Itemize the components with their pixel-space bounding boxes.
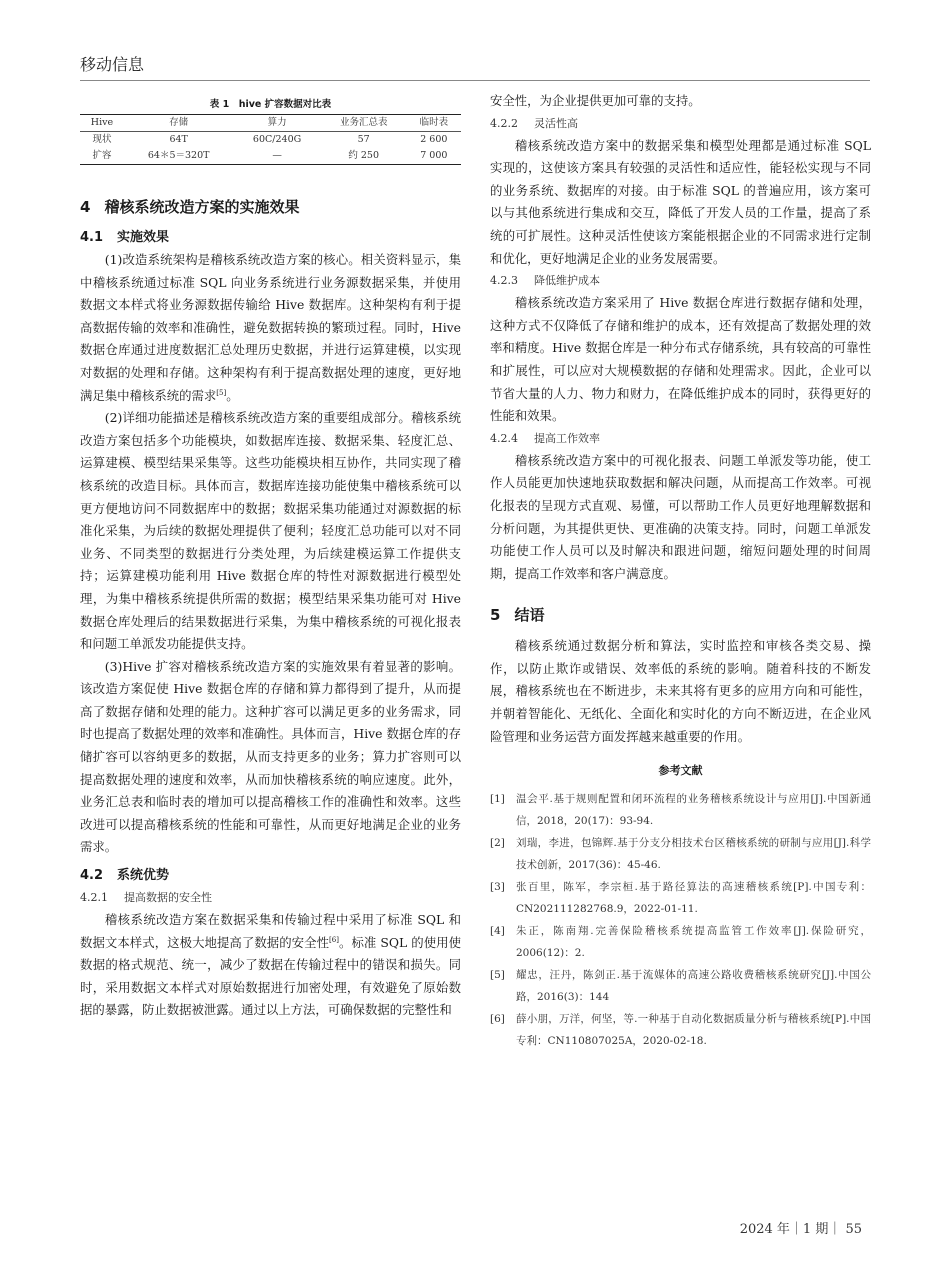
- paragraph: 稽核系统通过数据分析和算法，实时监控和审核各类交易、操作，以防止欺诈或错误、效率低的系统的影响。随着科技的不断发展，稽核系统也在不断进步，未来其将有更多的应用方向和可能性，并朝着智能化、无纸化、全面化和实时化的方向不断迈进，在企业风险管理和业务运营方面发挥越来越重要的作用。: [490, 638, 871, 744]
- reference-item: [490, 876, 871, 920]
- reference-item: [490, 1008, 871, 1052]
- subsection-number: 4.2: [80, 868, 104, 884]
- paragraph: [80, 249, 461, 407]
- paragraph: 稽核系统改造方案采用了 Hive 数据仓库进行数据存储和处理，这种方式不仅降低了存储和维护的成本，还有效提高了数据处理的效率和精度。Hive 数据仓库是一种分布式存储系统，具有较高的可靠性和扩展性，可以应对大规模数据的存储和处理需求。因此，企业可以节省大量的人力、物力和财力，在降低维护成本的同时，获得更好的性能和效果。: [490, 295, 871, 424]
- reference-text: 刘瑞，李进，包锦辉.基于分支分相技术台区稽核系统的研制与应用[J].科学技术创新，2017(36)：45-46.: [516, 837, 871, 872]
- table-caption: 表 1 hive 扩容数据对比表: [209, 99, 332, 110]
- table-header-cell: 算力: [267, 117, 287, 128]
- section-title: 稽核系统改造方案的实施效果: [104, 198, 300, 216]
- subsection-number: 4.1: [80, 230, 104, 245]
- table-cell: 57: [357, 134, 370, 145]
- table-cell: 64＊5＝320T: [147, 150, 210, 161]
- subsubsection-number: 4.2.4: [490, 431, 518, 445]
- paragraph-text: 稽核系统改造方案在数据采集和传输过程中采用了标准 SQL 和数据文本样式，这极大地提高了数据的安全性: [80, 912, 461, 950]
- paragraph-text: 。标准 SQL 的使用使数据的格式规范、统一，减少了数据在传输过程中的错误和损失。同时，采用数据文本样式对原始数据进行加密处理，有效避免了原始数据的暴露，防止数据被泄露。通过以上方法，可确保数据的完整性和: [80, 934, 461, 1018]
- subsubsection-heading-4-2-1: [80, 887, 461, 909]
- header-rule: [80, 80, 870, 81]
- reference-text: 温会平.基于规则配置和闭环流程的业务稽核系统设计与应用[J].中国新通信，2018，20(17)：93-94.: [516, 793, 871, 828]
- table-header-cell: 业务汇总表: [339, 117, 388, 128]
- journal-name: 移动信息: [80, 55, 145, 74]
- reference-number: [2]: [490, 837, 505, 850]
- paragraph: [80, 909, 461, 1022]
- table-cell: 现状: [92, 134, 112, 145]
- table-row: [80, 132, 461, 149]
- table-row: [80, 148, 461, 165]
- subsubsection-title: 降低维护成本: [534, 274, 600, 288]
- subsubsection-heading-4-2-2: [490, 113, 871, 135]
- subsubsection-title: 提高工作效率: [534, 431, 600, 445]
- table-cell: —: [272, 150, 282, 161]
- subsubsection-heading-4-2-3: [490, 270, 871, 292]
- section-number: 5: [490, 606, 501, 625]
- reference-text: 薛小朋，万洋，何坚，等.一种基于自动化数据质量分析与稽核系统[P].中国专利：CN110807025A，2020-02-18.: [516, 1013, 871, 1048]
- references-title: 参考文献: [658, 764, 703, 778]
- paragraph: 稽核系统改造方案中的数据采集和模型处理都是通过标准 SQL 实现的，这使该方案具有较强的灵活性和适应性，能轻松实现与不同的业务系统、数据库的对接。由于标准 SQL 的普遍应用，该方案可以与其他系统进行集成和交互，降低了开发人员的工作量，提高了系统的可扩展性。这种灵活性使该方案能根据企业的不同需求进行定制和优化，更好地满足企业的业务发展需要。: [490, 137, 871, 266]
- section-number: 4: [80, 198, 91, 216]
- subsubsection-heading-4-2-4: [490, 428, 871, 450]
- subsection-title: 系统优势: [117, 868, 170, 884]
- page-footer: 2024 年｜1 期｜ 55: [739, 1222, 862, 1237]
- subsubsection-title: 灵活性高: [534, 116, 578, 130]
- reference-item: [490, 920, 871, 964]
- paragraph: (3)Hive 扩容对稽核系统改造方案的实施效果有着显著的影响。该改造方案促使 Hive 数据仓库的存储和算力都得到了提升，从而提高了数据存储和处理的能力。这种扩容可以满足更多的业务需求，同时也提高了数据处理的效率和准确性。具体而言，Hive 数据仓库的存储扩容可以容纳更多的数据，从而支持更多的业务；算力扩容则可以提高数据处理的速度和效率，从而加快稽核系统的响应速度。此外，业务汇总表和临时表的增加可以提高稽核工作的准确性和效率。这些改进可以提高稽核系统的性能和可靠性，从而更好地满足企业的业务需求。: [80, 658, 461, 855]
- paragraph: 稽核系统改造方案中的可视化报表、问题工单派发等功能，使工作人员能更加快速地获取数据和解决问题，从而提高工作效率。可视化报表的呈现方式直观、易懂，可以帮助工作人员更好地理解数据和分析问题，为其提供更快、更准确的决策支持。同时，问题工单派发功能使工作人员可以及时解决和跟进问题，缩短问题处理的时间周期，提高工作效率和客户满意度。: [490, 452, 871, 581]
- subsection-heading-4-1: [80, 227, 461, 249]
- table-cell: 64T: [169, 134, 188, 145]
- subsection-heading-4-2: [80, 865, 461, 887]
- table-header-cell: 存储: [169, 117, 189, 128]
- reference-number: [5]: [490, 969, 505, 982]
- left-column: [80, 90, 461, 1022]
- paragraph-text: (1)改造系统架构是稽核系统改造方案的核心。相关资料显示，集中稽核系统通过标准 SQL 向业务系统进行业务源数据采集，并使用数据文本样式将业务源数据传输给 Hive 数据库。这种架构有利于提高数据传输的效率和准确性，避免数据转换的繁琐过程。同时，Hive 数据仓库通过进度数据汇总处理历史数据，并进行运算建模，以实现对数据的处理和存储。这种架构有利于提高数据处理的速度，更好地满足集中稽核系统的需求: [80, 252, 461, 403]
- reference-number: [6]: [490, 1013, 505, 1026]
- right-column: [490, 90, 871, 1052]
- reference-number: [1]: [490, 793, 505, 806]
- reference-text: 耀忠，汪丹，陈剑正.基于流媒体的高速公路收费稽核系统研究[J].中国公路，2016(3)：144: [516, 969, 871, 1004]
- section-title: 结语: [514, 606, 545, 625]
- section-heading-4: [80, 195, 461, 219]
- subsubsection-number: 4.2.3: [490, 274, 518, 288]
- table-header-row: [80, 115, 461, 132]
- reference-item: [490, 964, 871, 1008]
- citation[interactable]: [6]: [329, 935, 339, 944]
- reference-number: [3]: [490, 881, 505, 894]
- paragraph-text: 。: [226, 387, 239, 403]
- section-heading-5: [490, 603, 871, 627]
- reference-text: 张百里，陈军，李宗桓.基于路径算法的高速稽核系统[P].中国专利：CN202111282768.9，2022-01-11.: [516, 881, 871, 916]
- table-cell: 7 000: [420, 150, 448, 161]
- table-header-cell: Hive: [90, 117, 114, 128]
- table-cell: 2 600: [420, 134, 448, 145]
- reference-number: [4]: [490, 925, 505, 938]
- subsubsection-number: 4.2.2: [490, 116, 518, 130]
- subsubsection-number: 4.2.1: [80, 891, 108, 905]
- subsection-title: 实施效果: [117, 230, 170, 245]
- table-cell: 约 250: [348, 150, 380, 161]
- comparison-table: [80, 114, 461, 165]
- table-cell: 扩容: [92, 150, 112, 161]
- reference-text: 朱正，陈南翔.完善保险稽核系统提高监管工作效率[J].保险研究，2006(12)：2.: [516, 925, 871, 960]
- table-cell: 60C/240G: [252, 134, 302, 145]
- reference-item: [490, 832, 871, 876]
- paragraph-continuation: 安全性，为企业提供更加可靠的支持。: [490, 93, 701, 108]
- table-header-cell: 临时表: [419, 117, 449, 128]
- subsubsection-title: 提高数据的安全性: [124, 891, 212, 905]
- citation[interactable]: [5]: [216, 388, 227, 397]
- reference-item: [490, 788, 871, 832]
- paragraph: (2)详细功能描述是稽核系统改造方案的重要组成部分。稽核系统改造方案包括多个功能模块，如数据库连接、数据采集、轻度汇总、运算建模、模型结果采集等。这些功能模块相互协作，共同实现了稽核系统的改造目标。具体而言，数据库连接功能使集中稽核系统可以更方便地访问不同数据库中的数据；数据采集功能通过对源数据的标准化采集，为后续的数据处理提供了便利；轻度汇总功能可以对不同业务、不同类型的数据进行分类处理，为后续建模运算工作提供支持；运算建模功能利用 Hive 数据仓库的特性对源数据进行模型处理，为集中稽核系统提供所需的数据；模型结果采集功能可对 Hive 数据仓库处理后的结果数据进行采集，为集中稽核系统的可视化报表和问题工单派发功能提供支持。: [80, 410, 461, 652]
